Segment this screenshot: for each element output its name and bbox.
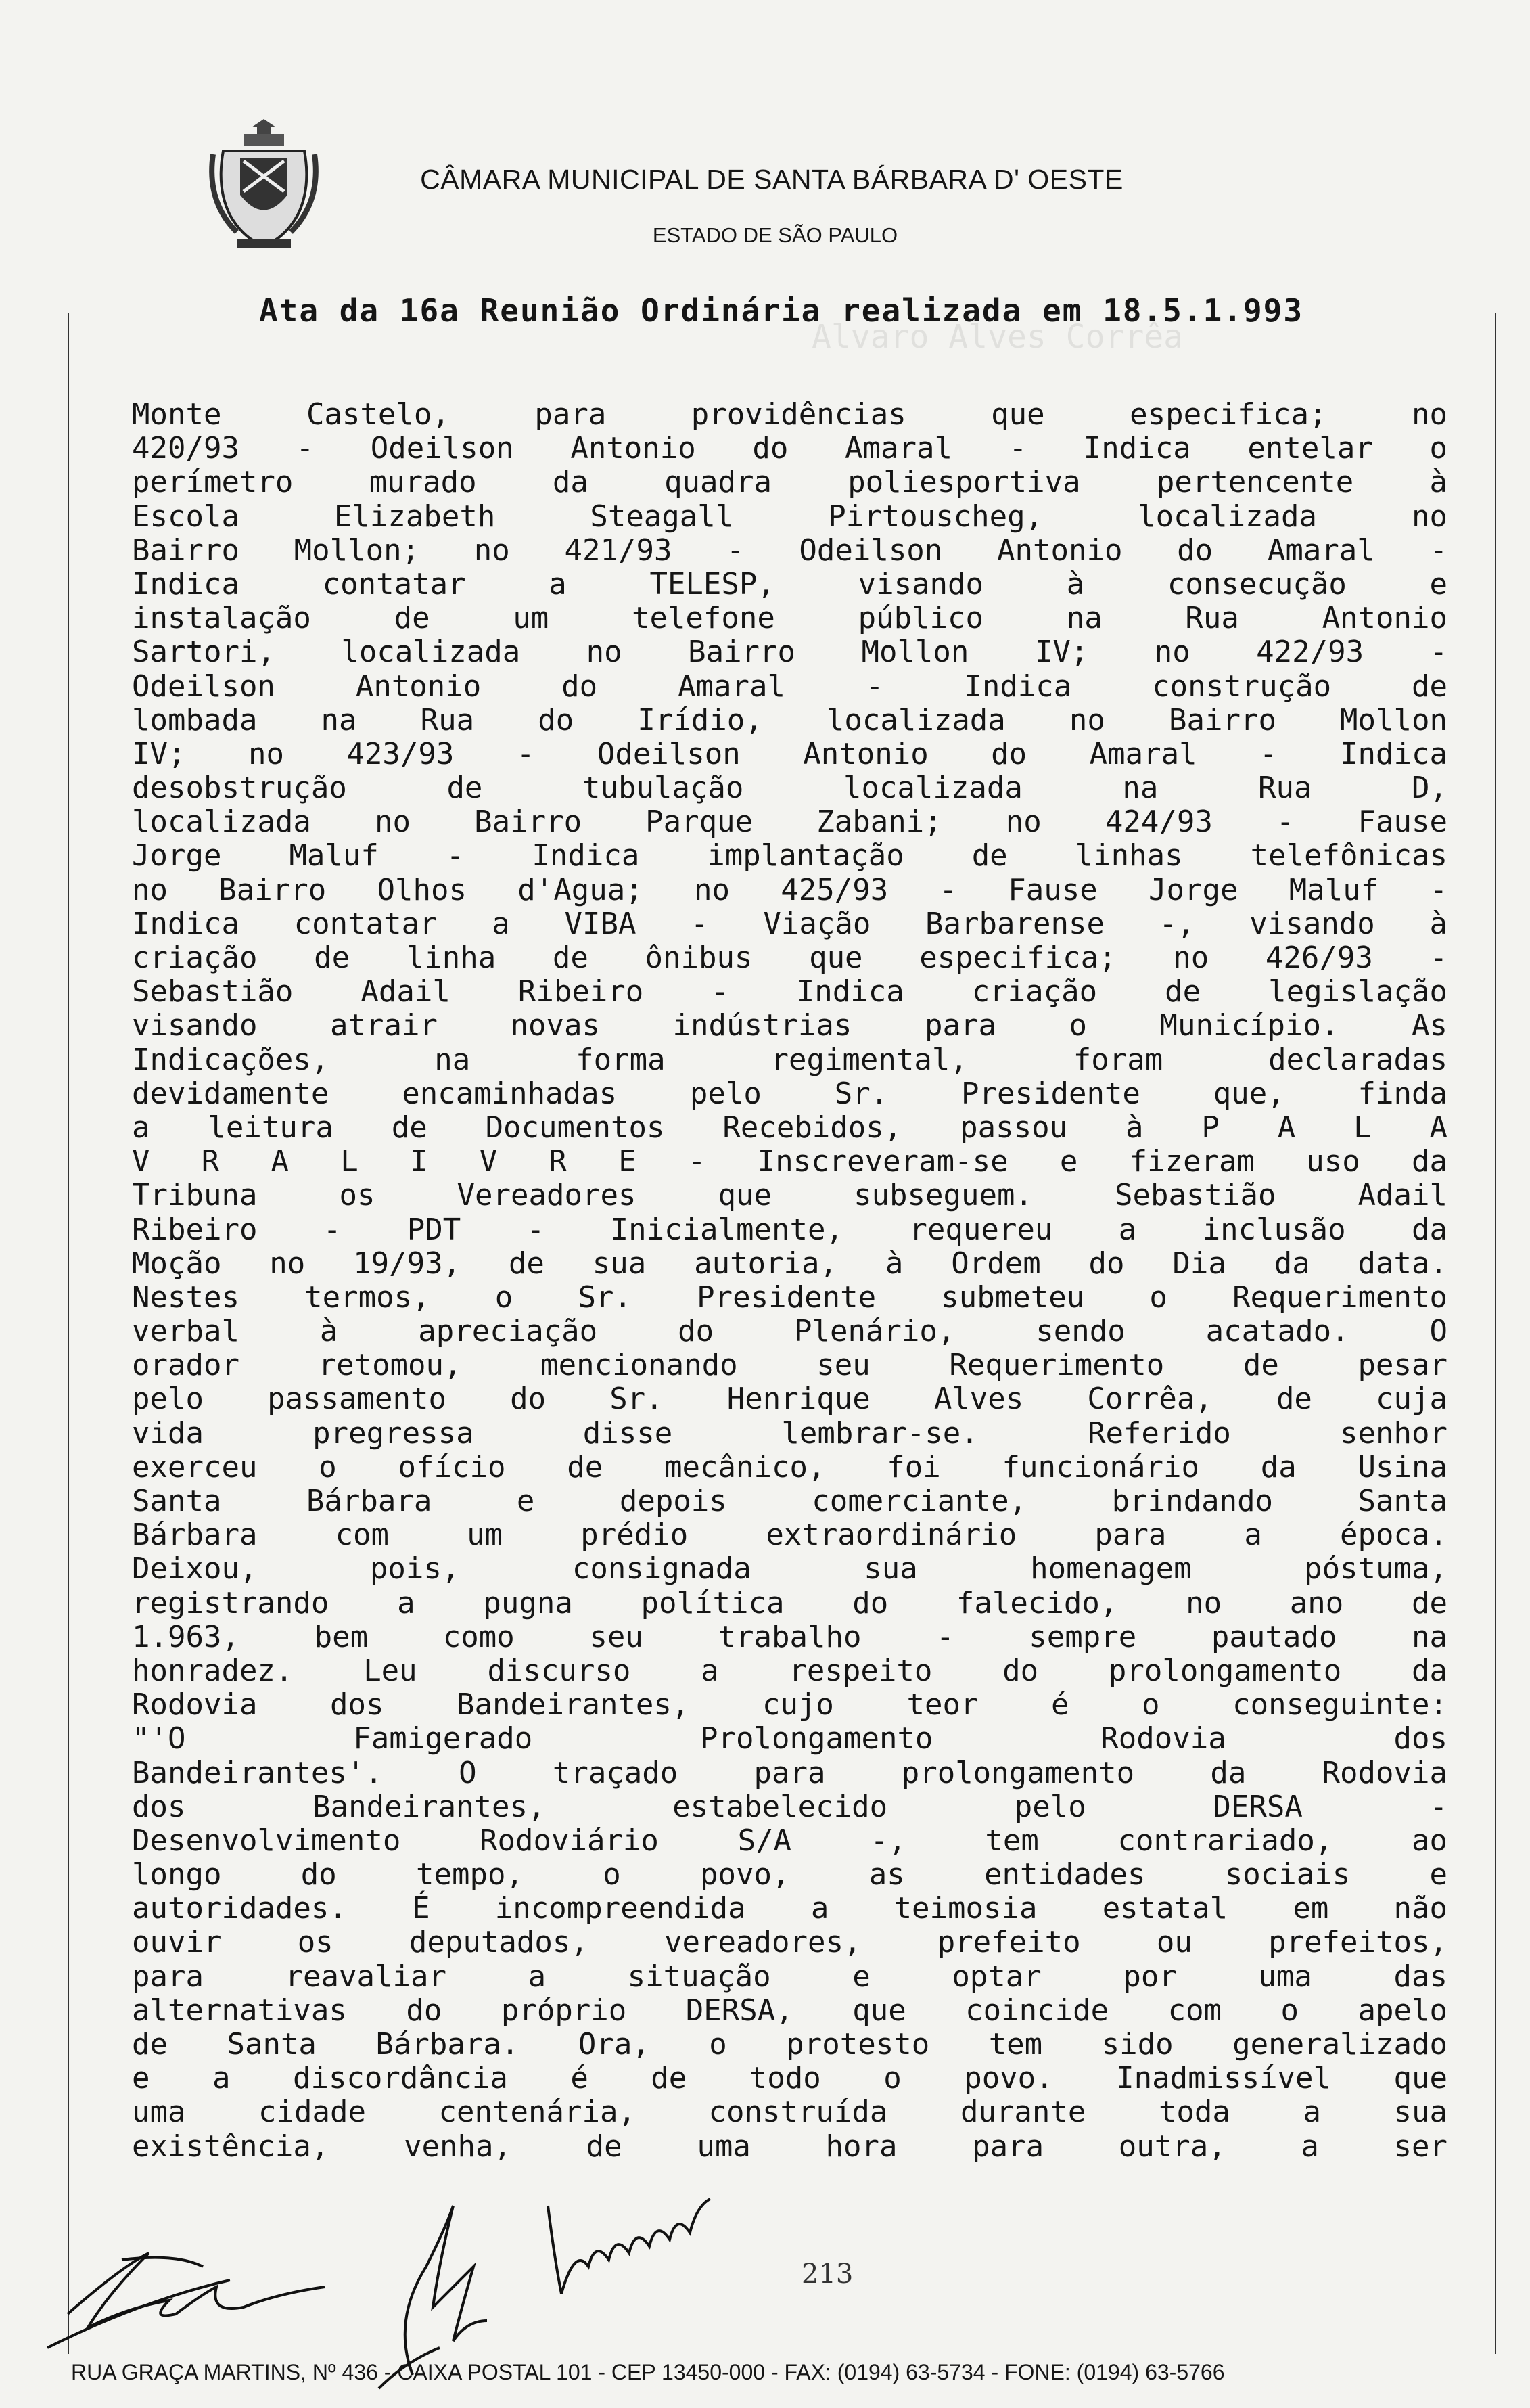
left-margin-rule	[68, 313, 69, 2354]
minutes-line: Sebastião Adail Ribeiro - Indica criação de legislação	[132, 974, 1447, 1009]
minutes-line: existência, venha, de uma hora para outra, a ser	[132, 2129, 1447, 2164]
minutes-line: de Santa Bárbara. Ora, o protesto tem sido generalizado	[132, 2027, 1447, 2062]
minutes-line: Odeilson Antonio do Amaral - Indica construção de	[132, 668, 1447, 704]
minutes-line: Rodovia dos Bandeirantes, cujo teor é o conseguinte:	[132, 1687, 1447, 1723]
minutes-line: "'O Famigerado Prolongamento Rodovia dos	[132, 1721, 1447, 1756]
right-margin-rule	[1495, 313, 1496, 2354]
minutes-line: Deixou, pois, consignada sua homenagem póstuma,	[132, 1551, 1447, 1587]
minutes-line: Nestes termos, o Sr. Presidente submeteu o Requerimento	[132, 1279, 1447, 1315]
minutes-line: alternativas do próprio DERSA, que coincide com o apelo	[132, 1993, 1447, 2028]
minutes-line: Escola Elizabeth Steagall Pirtouscheg, localizada no	[132, 499, 1447, 534]
footer-address: RUA GRAÇA MARTINS, Nº 436 - CAIXA POSTAL 101 - CEP 13450-000 - FAX: (0194) 63-5734 - FONE: (0194) 63-5766	[71, 2360, 1225, 2384]
minutes-line: Jorge Maluf - Indica implantação de linhas telefônicas	[132, 838, 1447, 873]
document-title	[129, 292, 1434, 329]
minutes-body	[132, 398, 1447, 2164]
minutes-line: lombada na Rua do Irídio, localizada no Bairro Mollon	[132, 702, 1447, 737]
minutes-line: perímetro murado da quadra poliesportiva pertencente à	[132, 465, 1447, 500]
minutes-line: Bandeirantes'. O traçado para prolongamento da Rodovia	[132, 1755, 1447, 1790]
minutes-line: honradez. Leu discurso a respeito do prolongamento da	[132, 1653, 1447, 1688]
minutes-line: autoridades. É incompreendida a teimosia estatal em não	[132, 1891, 1447, 1926]
minutes-line: Sartori, localizada no Bairro Mollon IV; no 422/93 -	[132, 635, 1447, 670]
minutes-line: devidamente encaminhadas pelo Sr. Presidente que, finda	[132, 1076, 1447, 1111]
minutes-line: verbal à apreciação do Plenário, sendo acatado. O	[132, 1314, 1447, 1349]
minutes-line: instalação de um telefone público na Rua Antonio	[132, 601, 1447, 636]
minutes-line: Moção no 19/93, de sua autoria, à Ordem do Dia da data.	[132, 1246, 1447, 1281]
minutes-line: ouvir os deputados, vereadores, prefeito ou prefeitos,	[132, 1925, 1447, 1960]
minutes-line: desobstrução de tubulação localizada na Rua D,	[132, 771, 1447, 806]
minutes-line: IV; no 423/93 - Odeilson Antonio do Amaral - Indica	[132, 736, 1447, 771]
minutes-line: localizada no Bairro Parque Zabani; no 424/93 - Fause	[132, 804, 1447, 840]
minutes-line: e a discordância é de todo o povo. Inadmissível que	[132, 2061, 1447, 2096]
minutes-line: Indica contatar a TELESP, visando à consecução e	[132, 566, 1447, 601]
minutes-line: 420/93 - Odeilson Antonio do Amaral - Indica entelar o	[132, 431, 1447, 466]
minutes-line: Santa Bárbara e depois comerciante, brindando Santa	[132, 1484, 1447, 1518]
minutes-line: Bairro Mollon; no 421/93 - Odeilson Antonio do Amaral -	[132, 532, 1447, 568]
minutes-line: 1.963, bem como seu trabalho - sempre pautado na	[132, 1619, 1447, 1654]
minutes-line: V R A L I V R E - Inscreveram-se e fizeram uso da	[132, 1144, 1447, 1179]
minutes-line: criação de linha de ônibus que especifica; no 426/93 -	[132, 940, 1447, 975]
minutes-line: para reavaliar a situação e optar por uma das	[132, 1959, 1447, 1994]
minutes-line: longo do tempo, o povo, as entidades sociais e	[132, 1857, 1447, 1892]
minutes-line: Indicações, na forma regimental, foram declaradas	[132, 1042, 1447, 1077]
minutes-line: Monte Castelo, para providências que especifica; no	[132, 397, 1447, 432]
minutes-line: Desenvolvimento Rodoviário S/A -, tem contrariado, ao	[132, 1823, 1447, 1858]
signature-1	[41, 2212, 392, 2368]
minutes-line: dos Bandeirantes, estabelecido pelo DERSA -	[132, 1789, 1447, 1824]
minutes-line: Bárbara com um prédio extraordinário para a época.	[132, 1518, 1447, 1553]
minutes-line: registrando a pugna política do falecido, no ano de	[132, 1585, 1447, 1620]
minutes-line: pelo passamento do Sr. Henrique Alves Corrêa, de cuja	[132, 1382, 1447, 1417]
minutes-line: uma cidade centenária, construída durante toda a sua	[132, 2095, 1447, 2130]
document-title-text: Ata da 16a Reunião Ordinária realizada em 18.5.1.993	[258, 292, 1304, 329]
minutes-line: no Bairro Olhos d'Agua; no 425/93 - Fause Jorge Maluf -	[132, 872, 1447, 907]
minutes-line: a leitura de Documentos Recebidos, passou à P A L A	[132, 1110, 1447, 1145]
minutes-line: visando atrair novas indústrias para o Município. As	[132, 1008, 1447, 1043]
minutes-line: Indica contatar a VIBA - Viação Barbarense -, visando à	[132, 906, 1447, 941]
minutes-line: vida pregressa disse lembrar-se. Referido senhor	[132, 1415, 1447, 1451]
signature-3	[528, 2179, 751, 2314]
page-number: 213	[802, 2258, 854, 2290]
minutes-line: orador retomou, mencionando seu Requerimento de pesar	[132, 1348, 1447, 1383]
minutes-line: exerceu o ofício de mecânico, foi funcionário da Usina	[132, 1449, 1447, 1484]
minutes-line: Ribeiro - PDT - Inicialmente, requereu a inclusão da	[132, 1212, 1447, 1247]
watermark: Alvaro Alves Corrêa	[812, 318, 1184, 356]
state-name: ESTADO DE SÃO PAULO	[652, 223, 898, 247]
minutes-line: Tribuna os Vereadores que subseguem. Sebastião Adail	[132, 1178, 1447, 1213]
institution-name: CÂMARA MUNICIPAL DE SANTA BÁRBARA D' OESTE	[420, 164, 1123, 195]
